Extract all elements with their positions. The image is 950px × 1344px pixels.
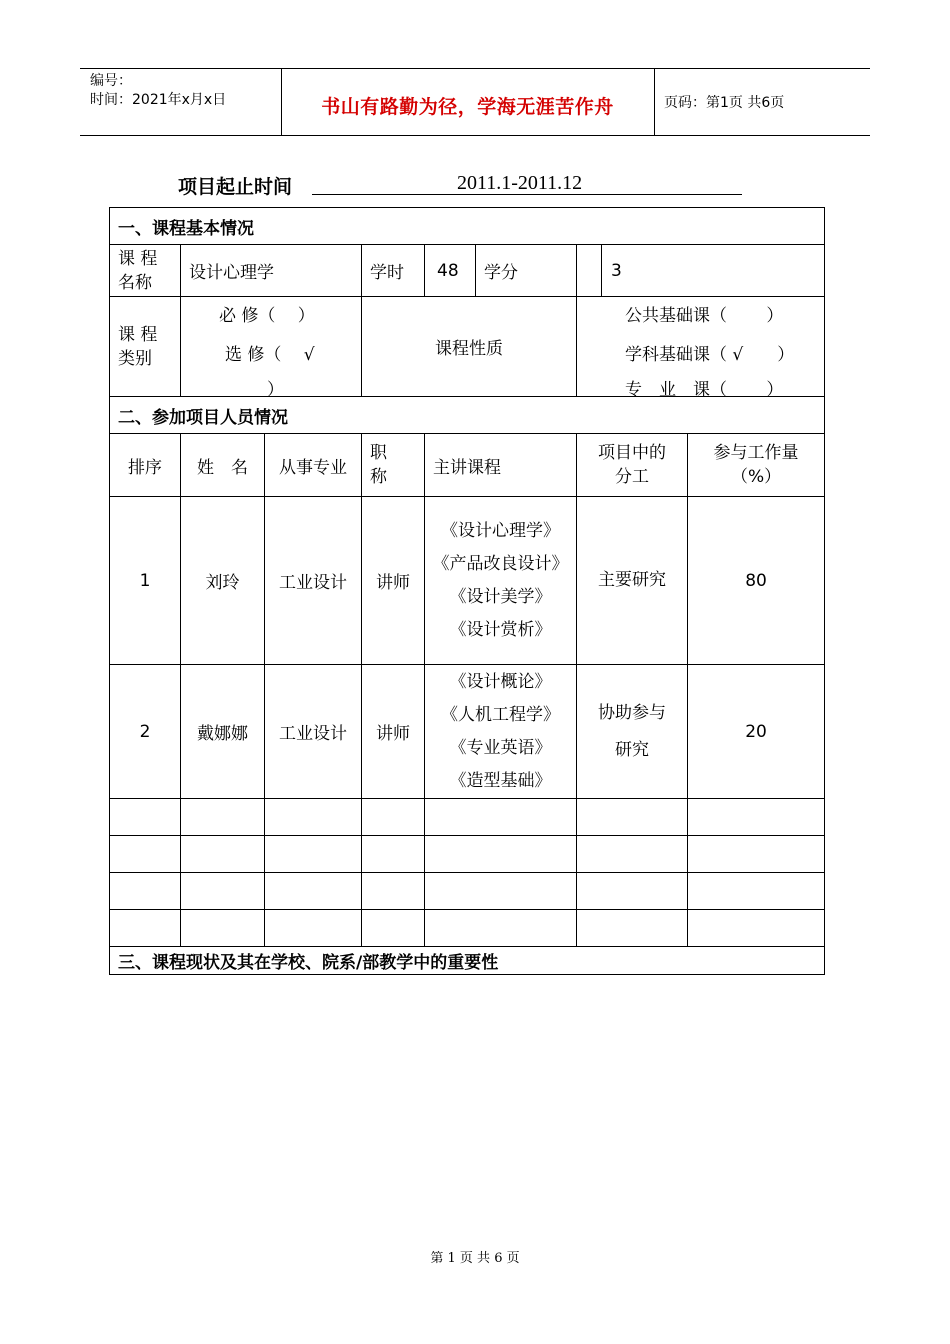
course-item: 《造型基础》 <box>449 770 552 791</box>
person-order: 1 <box>110 497 181 665</box>
course-name-label-line1: 课 程 <box>118 248 158 269</box>
page-info: 页码：第1页 共6页 <box>664 95 785 111</box>
course-nature-options <box>577 297 825 400</box>
header-role-line2: 分工 <box>615 467 649 487</box>
course-item: 《人机工程学》 <box>441 704 560 725</box>
person-courses <box>425 665 577 799</box>
personnel-header-row <box>110 434 825 497</box>
course-name-row <box>110 245 825 297</box>
course-item: 《设计赏析》 <box>449 619 552 640</box>
person-workload: 20 <box>688 665 825 799</box>
page-footer: 第 1 页 共 6 页 <box>430 1251 520 1266</box>
header-title-line2: 称 <box>370 467 387 487</box>
empty-row <box>110 910 825 947</box>
header-workload-line2: （%） <box>730 467 782 487</box>
course-category-label <box>110 297 181 397</box>
credit-label: 学分 <box>484 263 518 283</box>
document-number-label: 编号： <box>90 73 132 89</box>
section-3-title: 三、课程现状及其在学校、院系/部教学中的重要性 <box>110 947 825 975</box>
header-workload-line1: 参与工作量 <box>713 443 799 463</box>
person-role-line2: 研究 <box>615 739 649 760</box>
course-item: 《专业英语》 <box>449 737 552 758</box>
section-1-row <box>110 208 825 245</box>
empty-row <box>110 836 825 873</box>
person-role-line1: 协助参与 <box>598 702 666 723</box>
person-title: 讲师 <box>362 665 425 799</box>
course-nature-label: 课程性质 <box>362 297 577 397</box>
person-name: 刘玲 <box>181 497 265 665</box>
person-role-line1: 主要研究 <box>598 570 666 590</box>
header-divider-2 <box>654 68 655 135</box>
section-3-row <box>110 947 825 975</box>
nature-subject-option: 学科基础课（ √ ） <box>625 345 795 365</box>
course-category-label-line2: 类别 <box>118 348 152 369</box>
person-order: 2 <box>110 665 181 799</box>
header-title-line1: 职 <box>370 443 387 463</box>
hours-value: 48 <box>425 245 476 296</box>
person-role <box>577 497 688 665</box>
empty-row <box>110 799 825 836</box>
elective-option-close: ） <box>267 380 284 400</box>
nature-public-option: 公共基础课（ ） <box>625 306 784 326</box>
table-row <box>110 665 825 799</box>
hours-label: 学时 <box>362 245 425 297</box>
person-role <box>577 665 688 799</box>
header-top-rule <box>80 68 870 69</box>
course-item: 《设计美学》 <box>449 586 552 607</box>
elective-option: 选 修（ √ <box>225 345 315 365</box>
project-time-label: 项目起止时间 <box>178 176 293 198</box>
course-application-table <box>109 207 825 975</box>
course-category-label-line1: 课 程 <box>118 324 158 345</box>
section-2-title: 二、参加项目人员情况 <box>110 397 825 434</box>
project-time-value: 2011.1-2011.12 <box>457 172 583 194</box>
empty-row <box>110 873 825 910</box>
header-workload <box>688 434 825 497</box>
hours-credit-cell <box>425 245 577 297</box>
credit-value-cell <box>577 245 825 297</box>
course-name-label-line2: 名称 <box>118 272 152 293</box>
course-name-label <box>110 245 181 297</box>
course-item: 《产品改良设计》 <box>432 553 569 574</box>
header-major: 从事专业 <box>265 434 362 497</box>
course-category-row <box>110 297 825 397</box>
header-role-line1: 项目中的 <box>598 443 666 463</box>
person-title: 讲师 <box>362 497 425 665</box>
course-item: 《设计概论》 <box>449 671 552 692</box>
person-workload: 80 <box>688 497 825 665</box>
header-order: 排序 <box>110 434 181 497</box>
section-1-title: 一、课程基本情况 <box>110 208 825 245</box>
header-name: 姓 名 <box>181 434 265 497</box>
credit-divider <box>601 245 602 296</box>
header-motto: 书山有路勤为径，学海无涯苦作舟 <box>321 96 614 118</box>
header-title <box>362 434 425 497</box>
credit-value: 3 <box>611 261 622 281</box>
course-name-value: 设计心理学 <box>181 245 362 297</box>
required-option: 必 修（ ） <box>219 306 315 326</box>
table-row <box>110 497 825 665</box>
header-courses: 主讲课程 <box>425 434 577 497</box>
document-date: 时间：2021年x月x日 <box>90 92 227 108</box>
person-courses <box>425 497 577 665</box>
section-2-row <box>110 397 825 434</box>
category-options <box>181 297 362 400</box>
header-role <box>577 434 688 497</box>
person-major: 工业设计 <box>265 497 362 665</box>
person-name: 戴娜娜 <box>181 665 265 799</box>
person-major: 工业设计 <box>265 665 362 799</box>
course-item: 《设计心理学》 <box>441 520 560 541</box>
nature-major-option: 专 业 课（ ） <box>625 380 784 400</box>
header-bottom-rule <box>80 135 870 136</box>
